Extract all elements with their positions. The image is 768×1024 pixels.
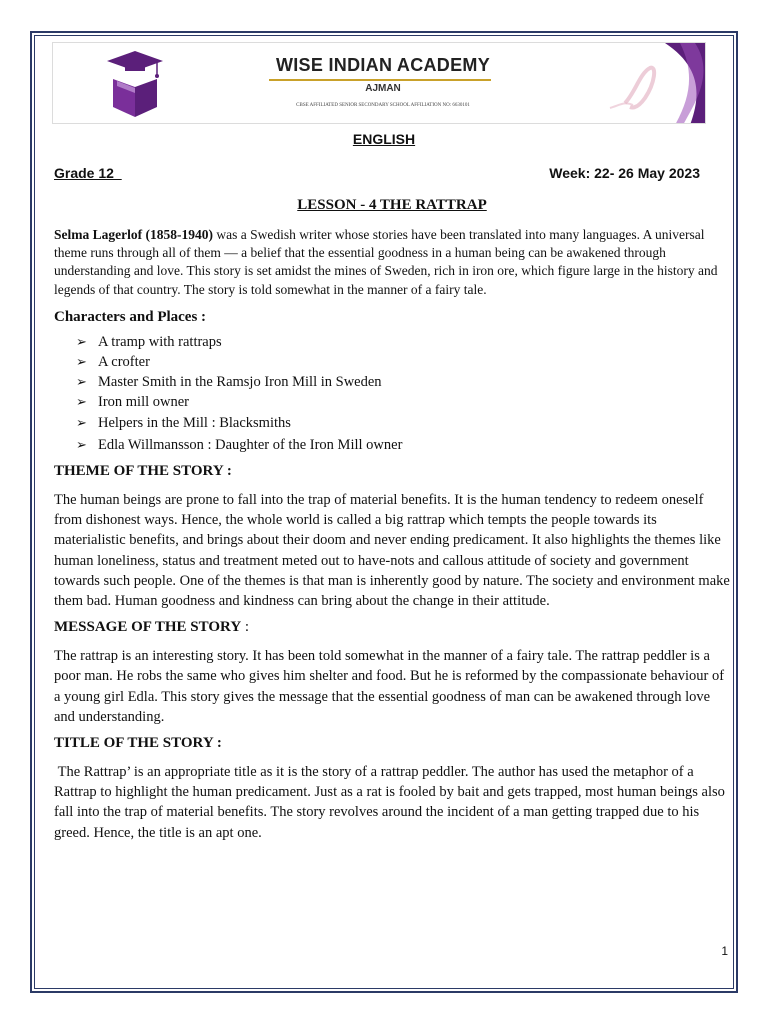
lesson-title: LESSON - 4 THE RATTRAP xyxy=(297,197,487,213)
school-city: AJMAN xyxy=(365,83,401,94)
theme-heading: THEME OF THE STORY : xyxy=(54,463,232,480)
letterhead xyxy=(52,42,706,124)
school-affiliation: CBSE AFFILIATED SENIOR SECONDARY SCHOOL AFFILIATION NO: 6630101 xyxy=(296,103,470,108)
intro-text: was a Swedish writer whose stories have been translated into many languages. A universal theme runs through all of them — a belief that the essential goodness in a human being can be awakened through understanding and love. This story is set amidst the mines of Sweden, rich in iron ore, which figure large in the history and legends of that country. The story is told somewhat in the manner of a fairy tale. xyxy=(54,227,718,297)
arrowhead-icon: ➢ xyxy=(76,374,87,390)
page-number: 1 xyxy=(721,944,728,958)
arrowhead-icon: ➢ xyxy=(76,436,87,452)
arrowhead-icon: ➢ xyxy=(76,394,87,410)
title-heading: TITLE OF THE STORY : xyxy=(54,735,222,752)
list-item: ➢ Iron mill owner xyxy=(76,392,730,412)
arrowhead-icon: ➢ xyxy=(76,414,87,430)
list-item: ➢ Master Smith in the Ramsjo Iron Mill in Sweden xyxy=(76,372,730,392)
message-heading: MESSAGE OF THE STORY : xyxy=(54,619,250,636)
list-item: ➢ A crofter xyxy=(76,352,730,372)
title-paragraph: The Rattrap’ is an appropriate title as it is the story of a rattrap peddler. The author has used the metaphor of a Rattrap to highlight the human predicament. Just as a rat is fooled by bait and gets trapped, most human beings also fall into the trap of material benefits. The story revolves around the incident of a man getting trapped due to his greed. Hence, the title is an apt one. xyxy=(54,764,729,841)
grade-label: Grade 12 xyxy=(54,165,122,181)
list-item: ➢ Edla Willmansson : Daughter of the Iron Mill owner xyxy=(76,435,730,455)
characters-list xyxy=(76,332,730,455)
intro-paragraph xyxy=(54,226,730,299)
arrowhead-icon: ➢ xyxy=(76,333,87,349)
decorative-swoosh xyxy=(595,43,705,124)
author-name: Selma Lagerlof (1858-1940) xyxy=(54,227,213,242)
message-paragraph: The rattrap is an interesting story. It has been told somewhat in the manner of a fairy tale. The rattrap peddler is a poor man. He robs the same who gives him shelter and food. But he is reformed by the compassionate behaviour of a young girl Edla. This story gives the message that the essential goodness of man can be awakened through love and understanding. xyxy=(54,648,725,725)
school-name-underline xyxy=(269,79,491,81)
list-item: ➢ A tramp with rattraps xyxy=(76,332,730,352)
subject-title: ENGLISH xyxy=(352,131,416,147)
graduation-book-logo xyxy=(105,49,165,119)
list-item: ➢ Helpers in the Mill : Blacksmiths xyxy=(76,413,730,433)
arrowhead-icon: ➢ xyxy=(76,354,87,370)
document-body xyxy=(54,226,730,843)
school-name: WISE INDIAN ACADEMY xyxy=(275,55,491,75)
characters-heading: Characters and Places : xyxy=(54,308,207,325)
week-label: Week: 22- 26 May 2023 xyxy=(549,165,700,181)
theme-paragraph: The human beings are prone to fall into the trap of material benefits. It is the human tendency to redeem oneself from dishonest ways. Hence, the whole world is called a big rattrap which tempts the people towards its materialistic benefits, and brings about their doom and never ending predicament. It also highlights the themes like human loneliness, status and treatment meted out to have-nots and callous attitude of society and government towards such people. One of the themes is that man is inherently good by nature. The society and environment make them bad. Human goodness and kindness can bring about the change in their attitude. xyxy=(54,492,730,610)
